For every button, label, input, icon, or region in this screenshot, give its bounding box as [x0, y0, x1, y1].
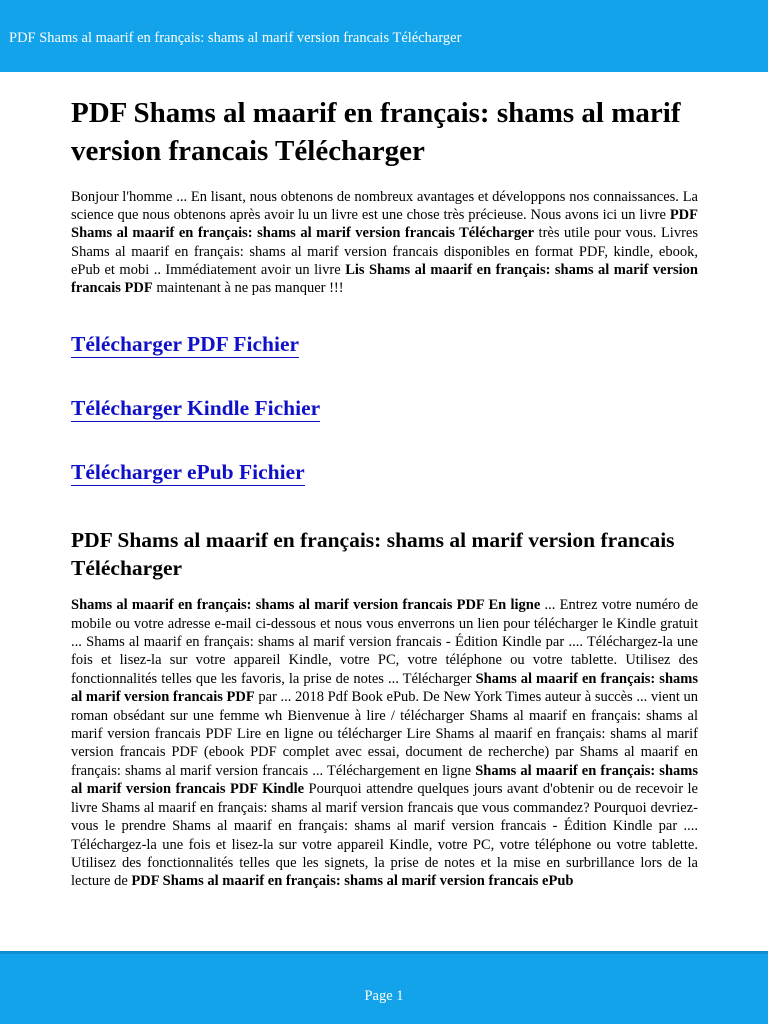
intro-text-1: Bonjour l'homme ... En lisant, nous obtenons de nombreux avantages et développons nos connaissances. La science que nous obtenons après avoir lu un livre est une chose très précieuse. Nous avons ici un livre	[71, 189, 698, 224]
intro-text-3: maintenant à ne pas manquer !!!	[152, 280, 344, 297]
header-bar	[0, 0, 768, 72]
page-title: PDF Shams al maarif en français: shams al marif version francais Télécharger	[71, 97, 681, 167]
intro-bold-2: Lis Shams al maarif en français: shams al marif version francais PDF	[71, 261, 698, 297]
body-bold-3: Shams al maarif en français: shams al marif version francais PDF Kindle	[71, 762, 698, 798]
page-number: Page 1	[364, 988, 404, 1004]
download-kindle-link[interactable]: Télécharger Kindle Fichier	[71, 396, 321, 421]
intro-text-2: très utile pour vous. Livres Shams al maarif en français: shams al marif version francais disponibles en format PDF, kindle, ebook, ePub et mobi .. Immédiatement avoir un livre	[71, 225, 698, 278]
body-bold-1: Shams al maarif en français: shams al marif version francais PDF En ligne	[71, 597, 541, 614]
download-kindle-wrap	[71, 396, 698, 422]
body-text-1: ... Entrez votre numéro de mobile ou votre adresse e-mail ci-dessous et nous vous enverrons un lien pour télécharger le Kindle gratuit ... Shams al maarif en français: shams al marif version francais - Édition Kindle par .... Téléchargez-la une fois et lisez-la sur votre appareil Kindle, votre PC, votre téléphone ou votre tablette. Utilisez des fonctionnalités telles que les favoris, la prise de notes ... Télécharger	[71, 597, 699, 687]
body-bold-2: Shams al maarif en français: shams al marif version francais PDF	[71, 670, 698, 706]
body-bold-4: PDF Shams al maarif en français: shams al marif version francais ePub	[131, 873, 574, 890]
download-epub-wrap	[71, 460, 698, 486]
body-paragraph	[71, 596, 698, 891]
section-heading: PDF Shams al maarif en français: shams al marif version francais Télécharger	[71, 528, 675, 581]
download-pdf-wrap	[71, 332, 698, 358]
main-content	[71, 94, 698, 891]
header-title: PDF Shams al maarif en français: shams al marif version francais Télécharger	[9, 30, 462, 46]
footer-bar	[0, 948, 768, 1024]
download-epub-link[interactable]: Télécharger ePub Fichier	[71, 460, 305, 485]
body-text-2: par ... 2018 Pdf Book ePub. De New York Times auteur à succès ... vient un roman obsédant sur une femme wh Bienvenue à lire / télécharger Shams al maarif en français: shams al marif version francais PDF Lire en ligne ou télécharger Lire Shams al maarif en français: shams al marif version francais PDF (ebook PDF complet avec essai, document de recherche) par Shams al maarif en français: shams al marif version francais ... Téléchargement en ligne	[71, 689, 698, 779]
body-text-3: Pourquoi attendre quelques jours avant d'obtenir ou de recevoir le livre Shams al maarif en français: shams al marif version francais que vous commandez? Pourquoi devriez-vous le prendre Shams al maarif en français: shams al marif version francais - Édition Kindle par .... Téléchargez-la une fois et lisez-la sur votre appareil Kindle, votre PC, votre téléphone ou votre tablette. Utilisez des fonctionnalités telles que les signets, la prise de notes et la mise en surbrillance lors de la lecture de	[71, 781, 698, 890]
intro-paragraph	[71, 188, 698, 297]
download-pdf-link[interactable]: Télécharger PDF Fichier	[71, 332, 300, 357]
intro-bold-1: PDF Shams al maarif en français: shams al marif version francais Télécharger	[71, 207, 698, 242]
